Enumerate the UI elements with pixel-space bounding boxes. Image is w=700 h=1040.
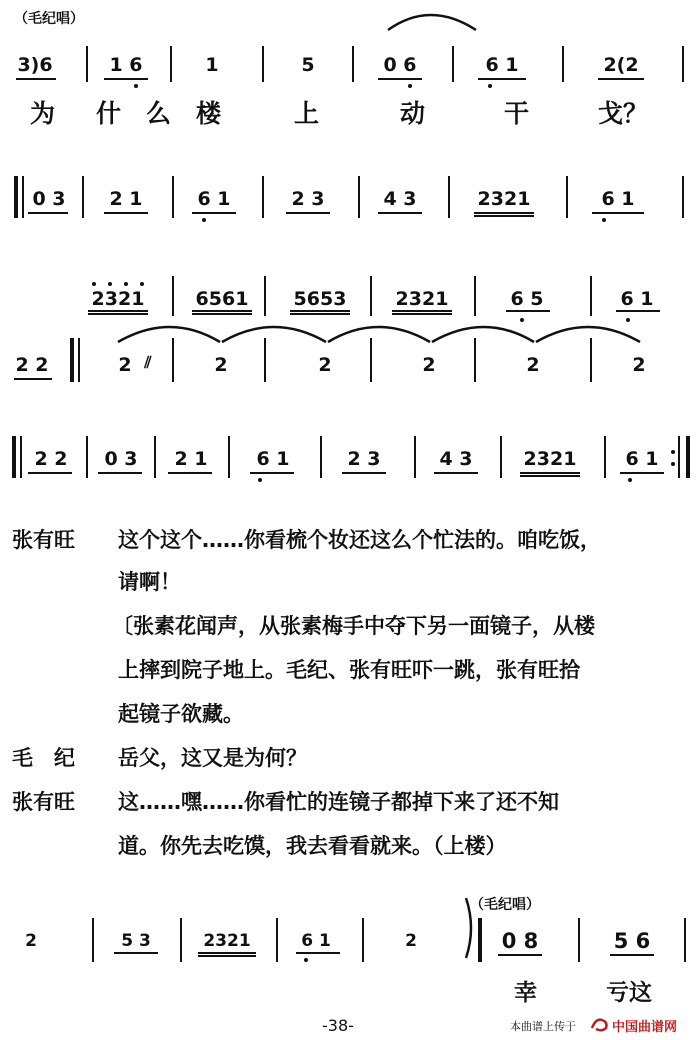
lyric-char: 什	[96, 99, 122, 128]
lyric-char: 楼	[196, 99, 222, 128]
measure: 3)6	[17, 54, 53, 76]
underline	[198, 955, 256, 957]
low-octave-dot	[304, 958, 308, 962]
measure: 2	[318, 354, 332, 376]
measure: 2	[632, 354, 646, 376]
measure: 0 8	[501, 929, 539, 953]
measure: 6 1	[485, 54, 519, 76]
measure: 2	[405, 931, 417, 951]
underline	[520, 472, 580, 474]
singer-label: （毛纪唱）	[470, 897, 540, 913]
score-line-5	[0, 918, 700, 966]
bar-line	[228, 436, 230, 478]
measure: 6 1	[601, 188, 635, 210]
underline	[434, 472, 478, 474]
repeat-bar	[20, 436, 22, 478]
measure: 4 3	[383, 188, 417, 210]
measure: 6 1	[625, 448, 659, 470]
measure: 0 6	[383, 54, 417, 76]
lyric-char: 干	[504, 99, 530, 128]
measure: 2 2	[34, 448, 68, 470]
low-octave-dot	[628, 478, 632, 482]
lyric-char: 为	[30, 99, 56, 128]
tremolo-mark: ⫽	[144, 353, 152, 372]
measure: 6 1	[256, 448, 290, 470]
bar-line	[86, 436, 88, 478]
measure: 2	[25, 931, 37, 951]
section-bar	[478, 918, 482, 962]
underline	[342, 472, 386, 474]
measure: 6 1	[301, 931, 331, 951]
measure: 6 1	[620, 288, 654, 310]
measure: 2 1	[174, 448, 208, 470]
measure: 2 1	[109, 188, 143, 210]
tie-curve	[328, 327, 430, 342]
measure: 5 6	[613, 929, 651, 953]
measure: 6561	[195, 288, 249, 310]
measure: 2(2	[603, 54, 639, 76]
measure: 4 3	[439, 448, 473, 470]
dialogue-line: 请啊！	[118, 570, 181, 594]
dialogue-line: 这……嘿……你看忙的连镜子都掉下来了还不知	[118, 790, 559, 814]
measure: 2	[422, 354, 436, 376]
measure: 2 2	[15, 354, 49, 376]
measure: 2321	[203, 931, 251, 951]
measure: 6 5	[510, 288, 544, 310]
underline	[620, 472, 664, 474]
measure: 2321	[523, 448, 577, 470]
underline	[296, 952, 340, 954]
dialogue-line: 岳父，这又是为何？	[118, 746, 307, 770]
underline	[610, 954, 654, 956]
measure: 5653	[293, 288, 347, 310]
low-octave-dot	[258, 478, 262, 482]
bar-line	[500, 436, 502, 478]
repeat-end-bar	[678, 436, 680, 478]
measure: 2321	[477, 188, 531, 210]
lyric-char: 幸	[514, 980, 537, 1006]
measure: 6 1	[197, 188, 231, 210]
underline	[198, 952, 256, 954]
measure: 2 3	[347, 448, 381, 470]
underline	[168, 472, 212, 474]
repeat-dot	[671, 462, 675, 466]
speaker-name: 张有旺	[12, 528, 75, 552]
tie-curve	[536, 327, 640, 342]
measure: 2321	[395, 288, 449, 310]
bar-line	[180, 918, 182, 962]
lyric-char: 亏这	[606, 980, 652, 1006]
lyric-char: 上	[294, 99, 320, 128]
bar-line	[92, 918, 94, 962]
bar-line	[414, 436, 416, 478]
repeat-dot	[671, 450, 675, 454]
stage-direction: 〔张素花闻声，从张素梅手中夺下另一面镜子，从楼	[112, 614, 595, 638]
repeat-end-bar	[686, 436, 690, 478]
stage-direction: 上摔到院子地上。毛纪、张有旺吓一跳，张有旺拾	[118, 658, 580, 682]
tie-curve	[432, 327, 534, 342]
bar-line	[684, 918, 686, 962]
dialogue-line: 这个这个……你看梳个妆还这么个忙法的。咱吃饭，	[118, 528, 601, 552]
site-logo-icon	[590, 1016, 610, 1032]
measure: 2321	[91, 288, 145, 310]
underline	[520, 475, 580, 477]
site-name: 中国曲谱网	[612, 1020, 678, 1035]
page-number: -38-	[322, 1016, 354, 1035]
singer-label: （毛纪唱）	[14, 11, 84, 27]
measure: 5	[301, 54, 315, 76]
measure: 2 3	[291, 188, 325, 210]
underline	[98, 472, 142, 474]
repeat-bar	[12, 436, 16, 478]
speaker-name: 毛 纪	[12, 746, 75, 770]
tie-curve	[118, 327, 220, 342]
tie-curve	[222, 327, 326, 342]
bar-line	[362, 918, 364, 962]
lyric-char: 动	[400, 99, 426, 128]
lyric-char: 么	[146, 99, 172, 128]
bar-line	[578, 918, 580, 962]
dialogue-line: 道。你先去吃馍，我去看看就来。（上楼）	[118, 834, 507, 858]
underline	[28, 472, 72, 474]
underline	[250, 472, 294, 474]
measure: 2	[526, 354, 540, 376]
measure: 1 6	[109, 54, 143, 76]
underline	[498, 954, 542, 956]
tie-curve	[388, 15, 476, 30]
underline	[114, 952, 158, 954]
measure: 0 3	[104, 448, 138, 470]
bar-line	[320, 436, 322, 478]
score-line-4	[0, 436, 700, 480]
lyric-char: 戈？	[598, 99, 649, 128]
measure: 0 3	[32, 188, 66, 210]
measure: 1	[205, 54, 219, 76]
bar-line	[154, 436, 156, 478]
measure: 5 3	[121, 931, 151, 951]
speaker-name: 张有旺	[12, 790, 75, 814]
measure: 2	[214, 354, 228, 376]
lyrics-line-5	[0, 974, 700, 1008]
stage-direction: 起镜子欲藏。	[118, 702, 244, 726]
measure: 2	[118, 354, 132, 376]
bar-line	[604, 436, 606, 478]
upload-note: 本曲谱上传于	[510, 1020, 576, 1033]
bar-line	[276, 918, 278, 962]
